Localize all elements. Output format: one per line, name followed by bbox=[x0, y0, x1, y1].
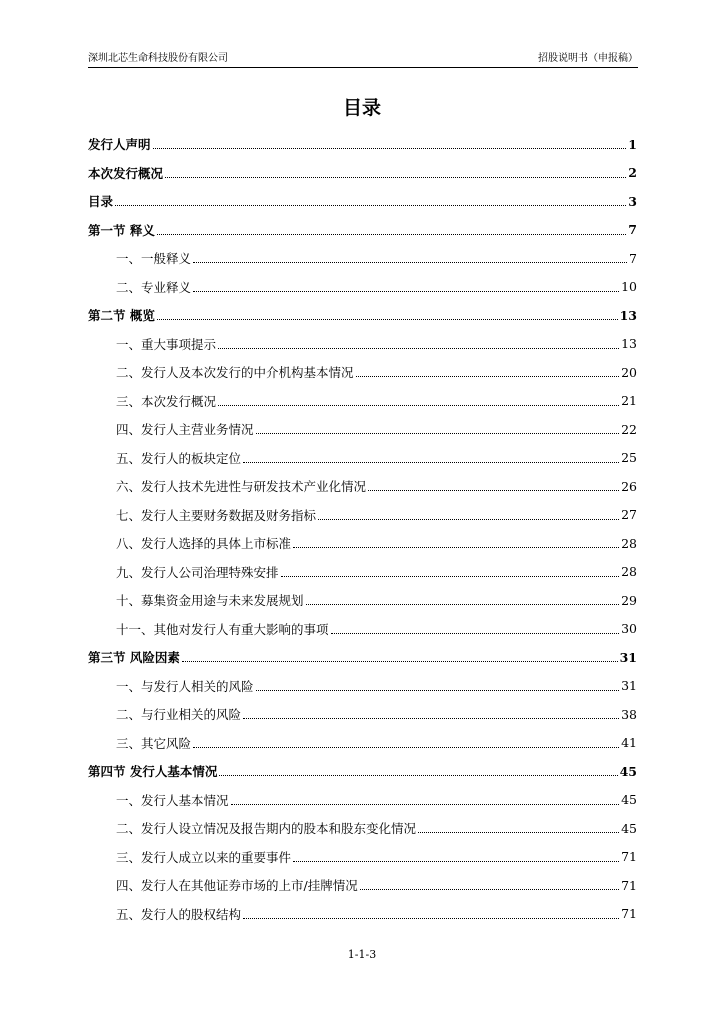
toc-entry-page-number: 20 bbox=[621, 364, 637, 380]
toc-dot-leader bbox=[356, 376, 620, 377]
toc-dot-leader bbox=[306, 604, 620, 605]
toc-dot-leader bbox=[193, 291, 619, 292]
toc-subsection-entry[interactable] bbox=[88, 529, 637, 558]
toc-subsection-entry[interactable] bbox=[88, 558, 637, 587]
toc-entry-page-number: 27 bbox=[621, 507, 637, 523]
toc-section-entry[interactable] bbox=[88, 187, 637, 216]
toc-entry-page-number: 71 bbox=[621, 906, 637, 922]
toc-dot-leader bbox=[182, 661, 618, 662]
toc-subsection-entry[interactable] bbox=[88, 358, 637, 387]
toc-entry-page-number: 3 bbox=[628, 193, 637, 209]
toc-dot-leader bbox=[218, 348, 619, 349]
toc-subsection-entry[interactable] bbox=[88, 615, 637, 644]
toc-entry-label: 三、本次发行概况 bbox=[116, 393, 217, 409]
toc-entry-label: 发行人声明 bbox=[88, 137, 151, 153]
toc-entry-page-number: 41 bbox=[621, 735, 637, 751]
toc-subsection-entry[interactable] bbox=[88, 843, 637, 872]
toc-dot-leader bbox=[218, 405, 619, 406]
toc-dot-leader bbox=[165, 177, 626, 178]
toc-entry-page-number: 21 bbox=[621, 393, 637, 409]
toc-entry-label: 一、发行人基本情况 bbox=[116, 792, 229, 808]
table-of-contents bbox=[88, 130, 637, 928]
toc-entry-page-number: 26 bbox=[621, 478, 637, 494]
toc-entry-page-number: 25 bbox=[621, 450, 637, 466]
toc-entry-label: 二、发行人设立情况及报告期内的股本和股东变化情况 bbox=[116, 821, 417, 837]
toc-dot-leader bbox=[231, 804, 620, 805]
toc-entry-page-number: 7 bbox=[628, 222, 637, 238]
toc-subsection-entry[interactable] bbox=[88, 387, 637, 416]
header-company-name: 深圳北芯生命科技股份有限公司 bbox=[88, 53, 228, 64]
toc-dot-leader bbox=[368, 490, 619, 491]
toc-dot-leader bbox=[193, 747, 619, 748]
toc-section-entry[interactable] bbox=[88, 216, 637, 245]
toc-entry-label: 一、与发行人相关的风险 bbox=[116, 678, 254, 694]
page-title: 目录 bbox=[342, 97, 381, 119]
toc-dot-leader bbox=[193, 262, 627, 263]
toc-entry-label: 一、重大事项提示 bbox=[116, 336, 217, 352]
toc-entry-label: 第四节 发行人基本情况 bbox=[88, 764, 218, 780]
footer-page-number: 1-1-3 bbox=[347, 948, 377, 961]
toc-entry-page-number: 22 bbox=[621, 421, 637, 437]
toc-entry-page-number: 7 bbox=[629, 250, 637, 266]
toc-dot-leader bbox=[281, 576, 620, 577]
toc-subsection-entry[interactable] bbox=[88, 786, 637, 815]
toc-entry-page-number: 71 bbox=[621, 849, 637, 865]
toc-entry-page-number: 28 bbox=[621, 564, 637, 580]
toc-entry-label: 第三节 风险因素 bbox=[88, 650, 180, 666]
toc-subsection-entry[interactable] bbox=[88, 472, 637, 501]
toc-entry-page-number: 13 bbox=[621, 336, 637, 352]
toc-entry-page-number: 31 bbox=[621, 678, 637, 694]
toc-dot-leader bbox=[157, 319, 618, 320]
header-divider bbox=[88, 67, 638, 68]
toc-dot-leader bbox=[157, 234, 626, 235]
toc-dot-leader bbox=[243, 918, 619, 919]
toc-entry-label: 五、发行人的股权结构 bbox=[116, 906, 242, 922]
toc-section-entry[interactable] bbox=[88, 643, 637, 672]
toc-entry-label: 三、其它风险 bbox=[116, 735, 192, 751]
toc-dot-leader bbox=[153, 148, 627, 149]
toc-entry-page-number: 45 bbox=[621, 792, 637, 808]
toc-subsection-entry[interactable] bbox=[88, 672, 637, 701]
toc-entry-label: 本次发行概况 bbox=[88, 165, 164, 181]
toc-section-entry[interactable] bbox=[88, 301, 637, 330]
toc-entry-page-number: 45 bbox=[619, 763, 637, 779]
toc-entry-page-number: 45 bbox=[621, 820, 637, 836]
toc-subsection-entry[interactable] bbox=[88, 415, 637, 444]
toc-section-entry[interactable] bbox=[88, 757, 637, 786]
toc-entry-label: 第一节 释义 bbox=[88, 222, 155, 238]
toc-entry-page-number: 2 bbox=[628, 165, 637, 181]
toc-subsection-entry[interactable] bbox=[88, 871, 637, 900]
toc-entry-label: 目录 bbox=[88, 194, 114, 210]
toc-section-entry[interactable] bbox=[88, 130, 637, 159]
toc-entry-page-number: 30 bbox=[621, 621, 637, 637]
toc-dot-leader bbox=[293, 861, 619, 862]
toc-subsection-entry[interactable] bbox=[88, 244, 637, 273]
toc-dot-leader bbox=[219, 775, 617, 776]
toc-entry-label: 六、发行人技术先进性与研发技术产业化情况 bbox=[116, 479, 367, 495]
toc-dot-leader bbox=[243, 718, 619, 719]
toc-entry-label: 三、发行人成立以来的重要事件 bbox=[116, 849, 292, 865]
toc-subsection-entry[interactable] bbox=[88, 501, 637, 530]
toc-dot-leader bbox=[256, 433, 620, 434]
toc-entry-page-number: 29 bbox=[621, 592, 637, 608]
toc-entry-label: 十一、其他对发行人有重大影响的事项 bbox=[116, 621, 329, 637]
toc-subsection-entry[interactable] bbox=[88, 330, 637, 359]
toc-entry-label: 五、发行人的板块定位 bbox=[116, 450, 242, 466]
toc-entry-page-number: 13 bbox=[619, 307, 637, 323]
toc-subsection-entry[interactable] bbox=[88, 586, 637, 615]
toc-dot-leader bbox=[360, 889, 619, 890]
toc-subsection-entry[interactable] bbox=[88, 700, 637, 729]
toc-dot-leader bbox=[243, 462, 619, 463]
toc-dot-leader bbox=[331, 633, 620, 634]
toc-subsection-entry[interactable] bbox=[88, 729, 637, 758]
toc-subsection-entry[interactable] bbox=[88, 444, 637, 473]
toc-entry-page-number: 1 bbox=[628, 136, 637, 152]
toc-entry-label: 八、发行人选择的具体上市标准 bbox=[116, 536, 292, 552]
toc-dot-leader bbox=[318, 519, 619, 520]
toc-entry-label: 九、发行人公司治理特殊安排 bbox=[116, 564, 279, 580]
page-header bbox=[88, 52, 638, 66]
toc-entry-label: 一、一般释义 bbox=[116, 251, 192, 267]
toc-entry-label: 四、发行人主营业务情况 bbox=[116, 422, 254, 438]
toc-entry-label: 四、发行人在其他证券市场的上市/挂牌情况 bbox=[116, 878, 358, 894]
toc-subsection-entry[interactable] bbox=[88, 273, 637, 302]
toc-entry-page-number: 71 bbox=[621, 877, 637, 893]
toc-entry-label: 第二节 概览 bbox=[88, 308, 155, 324]
toc-dot-leader bbox=[115, 205, 626, 206]
toc-entry-label: 十、募集资金用途与未来发展规划 bbox=[116, 593, 304, 609]
toc-entry-label: 七、发行人主要财务数据及财务指标 bbox=[116, 507, 317, 523]
toc-entry-label: 二、发行人及本次发行的中介机构基本情况 bbox=[116, 365, 354, 381]
toc-subsection-entry[interactable] bbox=[88, 814, 637, 843]
toc-section-entry[interactable] bbox=[88, 159, 637, 188]
toc-subsection-entry[interactable] bbox=[88, 900, 637, 929]
page-footer bbox=[0, 948, 724, 962]
toc-entry-page-number: 31 bbox=[619, 649, 637, 665]
toc-entry-page-number: 28 bbox=[621, 535, 637, 551]
toc-entry-label: 二、与行业相关的风险 bbox=[116, 707, 242, 723]
toc-entry-page-number: 10 bbox=[621, 279, 637, 295]
header-document-type: 招股说明书（申报稿） bbox=[538, 53, 638, 64]
toc-dot-leader bbox=[293, 547, 619, 548]
toc-entry-label: 二、专业释义 bbox=[116, 279, 192, 295]
toc-entry-page-number: 38 bbox=[621, 706, 637, 722]
toc-dot-leader bbox=[418, 832, 619, 833]
toc-dot-leader bbox=[256, 690, 620, 691]
